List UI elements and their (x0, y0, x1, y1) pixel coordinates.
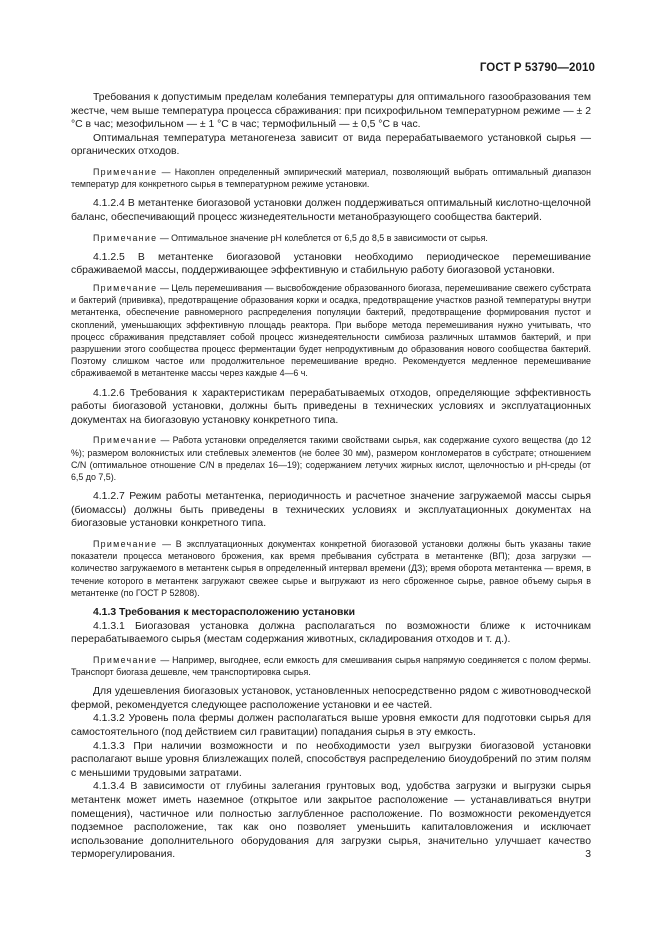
note-prefix: Примечание (93, 654, 158, 665)
paragraph-4-1-2-6: 4.1.2.6 Требования к характеристикам перерабатываемых отходов, определяющие эффективность работы биогазовой установки, должны быть приведены в технических условиях и эксплуатационных документах на биогазовую установку конкретного типа. (71, 387, 591, 426)
note-text: — Работа установки определяется такими свойствами сырья, как содержание сухого вещества (до 12 %); размером волокнистых или стеблевых элементов (не более 30 мм), размером конгломератов в субстрате; отношением C/N (оптимальное отношение C/N в пределах 16—19); содержанием летучих жирных кислот, щелочностью и рН-среды (от 6,5 до 7,5). (71, 435, 591, 482)
note-prefix: Примечание (93, 435, 158, 446)
note-prefix: Примечание (93, 538, 158, 549)
paragraph-4-1-2-4: 4.1.2.4 В метантенке биогазовой установки должен поддерживаться оптимальный кислотно-щелочной баланс, обеспечивающий процесс жизнедеятельности метанобразующего сообщества бактерий. (71, 198, 591, 223)
note-prefix: Примечание (93, 232, 158, 243)
paragraph-4-1-2-7: 4.1.2.7 Режим работы метантенка, периодичность и расчетное значение загружаемой массы сырья (биомассы) должны быть приведены в технических условиях и эксплуатационных документах на биогазовые установки конкретного типа. (71, 491, 591, 530)
note-mixing-purpose (71, 282, 591, 380)
note-text: — Цель перемешивания — высвобождение образованного биогаза, перемешивание свежего субстрата и бактерий (прививка), предотвращение образования корки и осадка, предотвращение участков разной температуры внутри метантенка, обеспечение равномерного распределения популяции бактерий, предотвращение формирования пустот и скоплений, уменьшающих эффективную площадь реактора. При выборе метода перемешивания нужно учитывать, что процесс сбраживания представляет собой процесс жизнедеятельности симбиоза различных штаммов бактерий, и при разрушении этого сообщества процесс ферментации будет непродуктивным до образования нового сообщества бактерий. Поэтому слишком частое или продолжительное перемешивание вредно. Рекомендуется медленное перемешивание сбраживаемой в метантенке массы через каждые 4—6 ч. (71, 282, 591, 379)
note-empirical-material (71, 166, 591, 190)
page-header-standard: ГОСТ Р 53790—2010 (479, 62, 595, 74)
paragraph-4-1-3-3: 4.1.3.3 При наличии возможности и по необходимости узел выгрузки биогазовой установки располагают выше уровня близлежащих полей, способствуя распределению биоудобрений по этим полям с меньшими трудовыми затратами. (71, 740, 591, 779)
note-raw-material-properties (71, 434, 591, 483)
note-operating-documents (71, 538, 591, 599)
page-number: 3 (585, 849, 591, 860)
paragraph-4-1-3-2: 4.1.3.2 Уровень пола фермы должен располагаться выше уровня емкости для подготовки сырья для самостоятельного (под действием сил гравитации) попадания сырья в эту емкость. (71, 713, 591, 738)
paragraph-4-1-3-4: 4.1.3.4 В зависимости от глубины залегания грунтовых вод, удобства загрузки и выгрузки сырья метантенк может иметь наземное (открытое или закрытое расположение — устанавливаться внутри помещения), частичное или полностью заглубленное расположение. По возможности рекомендуется подземное расположение, так как оно позволяет уменьшить капиталовложения и исключает использование дополнительного оборудования для загрузки сырья, значительно улучшает качество терморегулирования. (71, 781, 591, 861)
note-text: — В эксплуатационных документах конкретной биогазовой установки должны быть указаны такие показатели процесса метанового брожения, как время пребывания субстрата в метантенке (ВП); доза загрузки — количество загружаемого в метантенк сырья в определенный интервал времени (ДЗ); время оборота метантенка — время, в течение которого в метантенк загружают свежее сырье и выгружают из него сброженное сырье, равное объему сырья в метантенке (по ГОСТ Р 52808). (71, 538, 591, 598)
paragraph-cost-reduction: Для удешевления биогазовых установок, установленных непосредственно рядом с животноводческой фермой, рекомендуется следующее расположение установки и ее частей. (71, 686, 591, 711)
note-text: — Накоплен определенный эмпирический материал, позволяющий выбрать оптимальный диапазон температур для конкретного сырья в температурном режиме установки. (71, 166, 591, 190)
paragraph-4-1-2-5: 4.1.2.5 В метантенке биогазовой установки необходимо периодическое перемешивание сбраживаемой массы, поддерживающее эффективную и стабильную работу биогазовой установки. (71, 251, 591, 277)
section-heading-4-1-3: 4.1.3 Требования к месторасположению установки (93, 606, 355, 618)
document-body (71, 91, 591, 862)
note-mixing-tank (71, 654, 591, 678)
paragraph-4-1-3-1: 4.1.3.1 Биогазовая установка должна располагаться по возможности ближе к источникам перерабатываемого сырья (местам содержания животных, складирования отходов и т. д.). (71, 620, 591, 646)
note-text: — Например, выгоднее, если емкость для смешивания сырья напрямую соединяется с полом фермы. Транспорт биогаза дешевле, чем транспортировка сырья. (71, 654, 591, 677)
note-text: — Оптимальное значение рН колеблется от 6,5 до 8,5 в зависимости от сырья. (157, 232, 488, 243)
paragraph-temperature-limits: Требования к допустимым пределам колебания температуры для оптимального газообразования тем жестче, чем выше температура процесса сбраживания: при психрофильном температурном режиме — ± 2 °С в час; мезофильном — ± 1 °С в час; термофильный — ± 0,5 °С в час. (71, 92, 591, 131)
note-prefix: Примечание (93, 166, 158, 177)
paragraph-optimal-temperature: Оптимальная температура метаногенеза зависит от вида перерабатываемого установкой сырья — органических отходов. (71, 132, 591, 158)
note-ph-value (71, 232, 591, 244)
note-prefix: Примечание (93, 282, 158, 293)
